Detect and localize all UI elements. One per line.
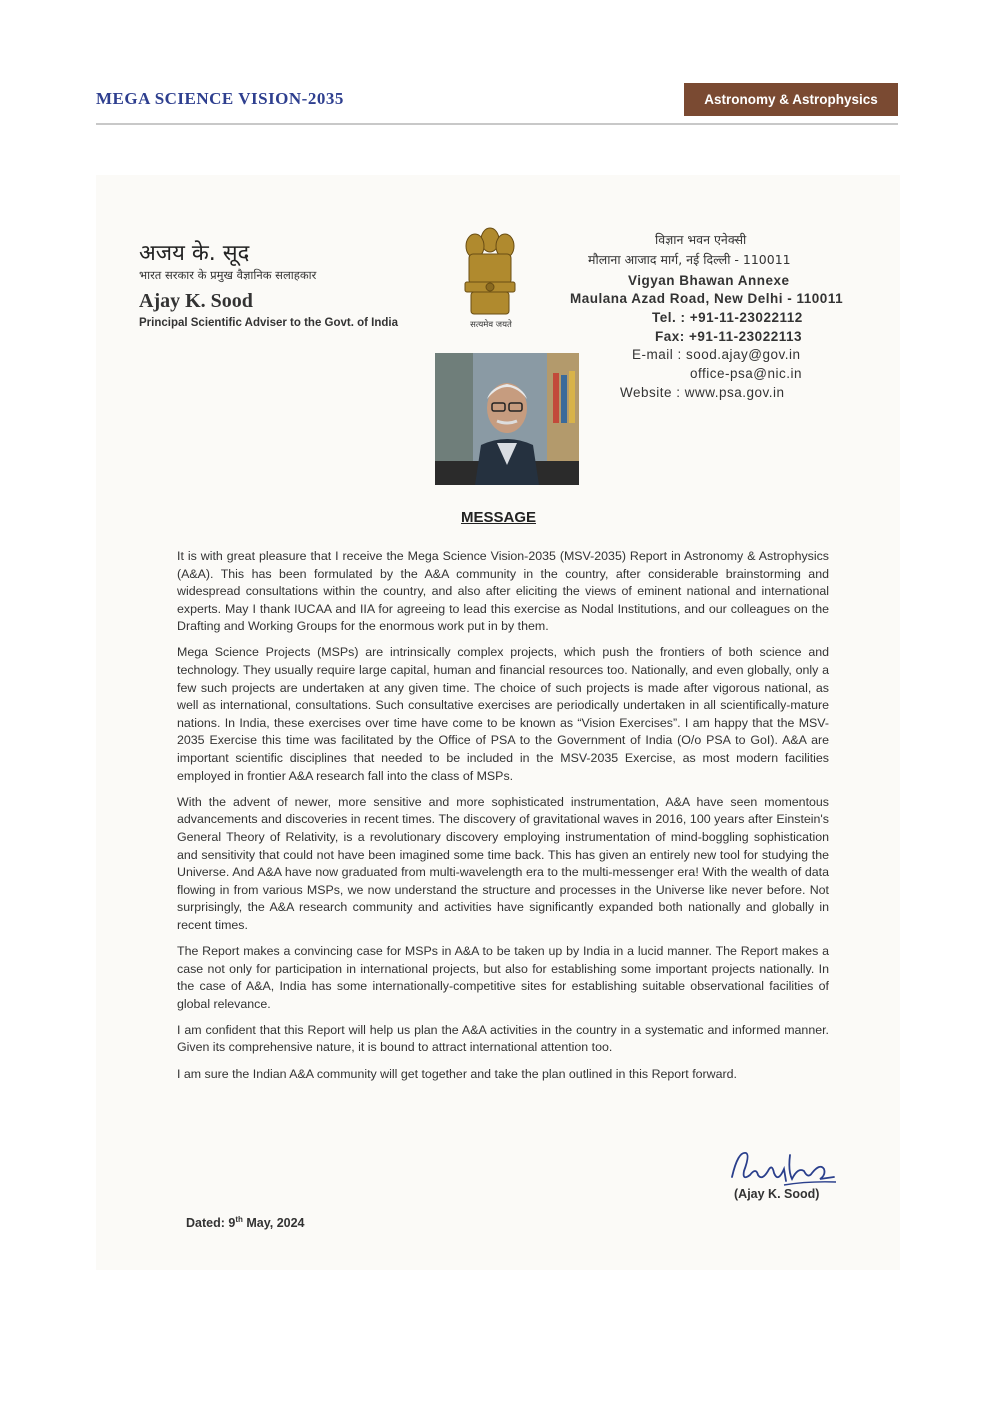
message-paragraph-5: I am confident that this Report will help us plan the A&A activities in the country in a systematic and informed manner. Given its comprehensive nature, it is bound to attract international attention too. <box>177 1022 829 1055</box>
national-emblem-icon <box>455 218 525 330</box>
date-suffix: th <box>235 1215 243 1224</box>
name-hindi: अजय के. सूद <box>139 241 250 266</box>
name-english: Ajay K. Sood <box>139 290 253 312</box>
header-divider <box>96 123 898 125</box>
address-hindi-line-2: मौलाना आजाद मार्ग, नई दिल्ली - 110011 <box>588 252 791 267</box>
date-line <box>186 1215 305 1230</box>
address-hindi-line-1: विज्ञान भवन एनेक्सी <box>655 232 747 247</box>
document-header-title: MEGA SCIENCE VISION-2035 <box>96 89 344 108</box>
fax: Fax: +91-11-23022113 <box>655 329 802 344</box>
message-paragraph-2: Mega Science Projects (MSPs) are intrinsically complex projects, which push the frontiers of both science and technology. They usually require large capital, human and financial resources too. Nationally, and even globally, only a few such projects are undertaken at any given time. The choice of such projects is made after vigorous national, as well as international, consultations. Such consultative exercises are periodically undertaken in all scientifically-mature nations. In India, these exercises over time have come to be known as “Vision Exercises”. I am happy that the MSV-2035 Exercise this time was facilitated by the Office of PSA to the Government of India (O/o PSA to GoI). A&A are important scientific disciplines that needed to be included in the MSV-2035 Exercise, as most modern facilities employed in frontier A&A research fall into the class of MSPs. <box>177 645 829 783</box>
email-secondary: office-psa@nic.in <box>690 366 803 381</box>
address-line-1: Vigyan Bhawan Annexe <box>628 273 790 288</box>
title-hindi: भारत सरकार के प्रमुख वैज्ञानिक सलाहकार <box>139 268 317 282</box>
message-paragraph-1: It is with great pleasure that I receive the Mega Science Vision-2035 (MSV-2035) Report in Astronomy & Astrophysics (A&A). This has been formulated by the A&A community in the country, after considerable brainstorming and widespread consultations within the country, and also after eliciting the views of eminent national and international experts. May I thank IUCAA and IIA for agreeing to lead this exercise as Nodal Institutions, and our colleagues on the Drafting and Working Groups for the enormous work put in by them. <box>177 549 829 634</box>
signature-icon <box>728 1141 840 1187</box>
message-paragraph-3: With the advent of newer, more sensitive and more sophisticated instrumentation, A&A have seen momentous advancements and discoveries in recent times. The discovery of gravitational waves in 2016, 100 years after Einstein's General Theory of Relativity, is a revolutionary discovery employing instrumentation of mind-boggling sophistication and sensitivity that could not have been imagined some time back. This has given an entirely new tool for studying the Universe. And A&A have now graduated from multi-wavelength era to the multi-messenger era! With the wealth of data flowing in from various MSPs, we now understand the structure and processes in the Universe like never before. Not surprisingly, the A&A research community and activities have significantly expanded both nationally and globally in recent times. <box>177 794 829 932</box>
website: Website : www.psa.gov.in <box>620 385 785 400</box>
date-rest: May, 2024 <box>242 1216 305 1231</box>
message-paragraph-4: The Report makes a convincing case for MSPs in A&A to be taken up by India in a lucid manner. The Report makes a case not only for participation in international projects, but also for establishing some important projects nationally. In the case of A&A, India has some internationally-competitive sites for establishing suitable observational facilities of global relevance. <box>177 943 829 1011</box>
message-body <box>177 548 829 1092</box>
address-line-2: Maulana Azad Road, New Delhi - 110011 <box>570 291 844 306</box>
message-paragraph-6: I am sure the Indian A&A community will get together and take the plan outlined in this Report forward. <box>177 1066 737 1081</box>
section-badge: Astronomy & Astrophysics <box>684 83 898 116</box>
portrait-photo <box>435 353 579 485</box>
telephone: Tel. : +91-11-23022112 <box>652 310 803 325</box>
date-label: Dated: 9 <box>186 1216 236 1231</box>
title-english: Principal Scientific Adviser to the Govt. of India <box>139 317 399 329</box>
emblem-motto: सत्यमेव जयते <box>470 320 512 330</box>
message-heading: MESSAGE <box>461 509 537 526</box>
signatory-name: (Ajay K. Sood) <box>734 1187 820 1201</box>
email-primary: E-mail : sood.ajay@gov.in <box>632 347 801 362</box>
